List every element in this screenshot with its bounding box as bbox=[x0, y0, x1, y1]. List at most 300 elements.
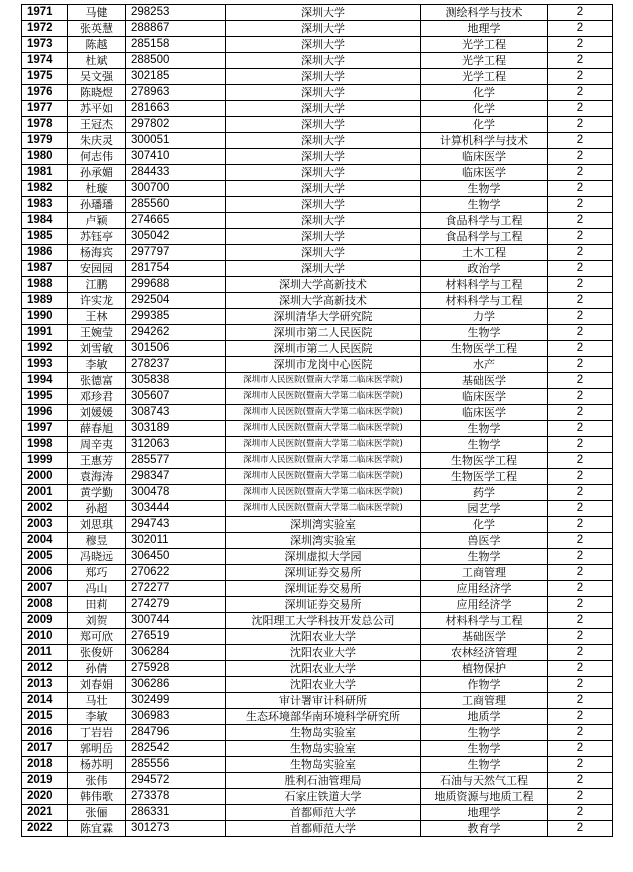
count-cell: 2 bbox=[548, 629, 613, 645]
id-number-cell: 301273 bbox=[126, 821, 226, 837]
person-name-cell: 刘贺 bbox=[68, 613, 126, 629]
organization-cell: 深圳大学 bbox=[226, 213, 421, 229]
id-number-cell: 306286 bbox=[126, 677, 226, 693]
row-index-cell: 1994 bbox=[22, 373, 68, 389]
id-number-cell: 288867 bbox=[126, 21, 226, 37]
organization-cell: 深圳大学 bbox=[226, 69, 421, 85]
major-cell: 植物保护 bbox=[421, 661, 548, 677]
count-cell: 2 bbox=[548, 773, 613, 789]
count-cell: 2 bbox=[548, 229, 613, 245]
table-row bbox=[22, 629, 613, 645]
person-name-cell: 江鹏 bbox=[68, 277, 126, 293]
major-cell: 测绘科学与技术 bbox=[421, 5, 548, 21]
organization-cell: 深圳大学 bbox=[226, 245, 421, 261]
major-cell: 化学 bbox=[421, 117, 548, 133]
major-cell: 化学 bbox=[421, 101, 548, 117]
organization-cell: 深圳大学 bbox=[226, 37, 421, 53]
person-name-cell: 王冠杰 bbox=[68, 117, 126, 133]
organization-cell: 深圳大学高新技术 bbox=[226, 293, 421, 309]
id-number-cell: 303444 bbox=[126, 501, 226, 517]
table-row bbox=[22, 581, 613, 597]
row-index-cell: 1986 bbox=[22, 245, 68, 261]
major-cell: 生物医学工程 bbox=[421, 453, 548, 469]
table-row bbox=[22, 437, 613, 453]
person-name-cell: 马壮 bbox=[68, 693, 126, 709]
table-row bbox=[22, 325, 613, 341]
table-row bbox=[22, 597, 613, 613]
id-number-cell: 281754 bbox=[126, 261, 226, 277]
organization-cell: 深圳大学 bbox=[226, 149, 421, 165]
organization-cell: 深圳清华大学研究院 bbox=[226, 309, 421, 325]
organization-cell: 深圳市人民医院(暨南大学第二临床医学院) bbox=[226, 501, 421, 517]
person-name-cell: 杜斌 bbox=[68, 53, 126, 69]
row-index-cell: 2008 bbox=[22, 597, 68, 613]
major-cell: 生物学 bbox=[421, 549, 548, 565]
id-number-cell: 302185 bbox=[126, 69, 226, 85]
person-name-cell: 孙承媚 bbox=[68, 165, 126, 181]
row-index-cell: 1988 bbox=[22, 277, 68, 293]
count-cell: 2 bbox=[548, 293, 613, 309]
table-row bbox=[22, 37, 613, 53]
organization-cell: 深圳大学 bbox=[226, 85, 421, 101]
major-cell: 化学 bbox=[421, 85, 548, 101]
count-cell: 2 bbox=[548, 501, 613, 517]
id-number-cell: 285158 bbox=[126, 37, 226, 53]
count-cell: 2 bbox=[548, 693, 613, 709]
count-cell: 2 bbox=[548, 133, 613, 149]
organization-cell: 深圳市人民医院(暨南大学第二临床医学院) bbox=[226, 453, 421, 469]
count-cell: 2 bbox=[548, 357, 613, 373]
organization-cell: 深圳大学 bbox=[226, 53, 421, 69]
row-index-cell: 2010 bbox=[22, 629, 68, 645]
major-cell: 食品科学与工程 bbox=[421, 229, 548, 245]
id-number-cell: 294743 bbox=[126, 517, 226, 533]
row-index-cell: 1984 bbox=[22, 213, 68, 229]
table-row bbox=[22, 661, 613, 677]
row-index-cell: 2018 bbox=[22, 757, 68, 773]
major-cell: 光学工程 bbox=[421, 69, 548, 85]
row-index-cell: 2021 bbox=[22, 805, 68, 821]
count-cell: 2 bbox=[548, 197, 613, 213]
major-cell: 地质资源与地质工程 bbox=[421, 789, 548, 805]
person-name-cell: 刘雪敏 bbox=[68, 341, 126, 357]
major-cell: 临床医学 bbox=[421, 165, 548, 181]
person-name-cell: 王惠芳 bbox=[68, 453, 126, 469]
major-cell: 光学工程 bbox=[421, 53, 548, 69]
count-cell: 2 bbox=[548, 485, 613, 501]
major-cell: 临床医学 bbox=[421, 405, 548, 421]
id-number-cell: 297802 bbox=[126, 117, 226, 133]
count-cell: 2 bbox=[548, 85, 613, 101]
row-index-cell: 1982 bbox=[22, 181, 68, 197]
major-cell: 石油与天然气工程 bbox=[421, 773, 548, 789]
organization-cell: 深圳市人民医院(暨南大学第二临床医学院) bbox=[226, 405, 421, 421]
row-index-cell: 1991 bbox=[22, 325, 68, 341]
table-row bbox=[22, 197, 613, 213]
major-cell: 生物学 bbox=[421, 741, 548, 757]
table-row bbox=[22, 421, 613, 437]
organization-cell: 生态环境部华南环境科学研究所 bbox=[226, 709, 421, 725]
row-index-cell: 1987 bbox=[22, 261, 68, 277]
row-index-cell: 1976 bbox=[22, 85, 68, 101]
person-name-cell: 李敏 bbox=[68, 709, 126, 725]
row-index-cell: 2000 bbox=[22, 469, 68, 485]
organization-cell: 沈阳农业大学 bbox=[226, 661, 421, 677]
person-name-cell: 薛春旭 bbox=[68, 421, 126, 437]
id-number-cell: 308743 bbox=[126, 405, 226, 421]
major-cell: 生物学 bbox=[421, 757, 548, 773]
organization-cell: 深圳大学 bbox=[226, 229, 421, 245]
id-number-cell: 299385 bbox=[126, 309, 226, 325]
row-index-cell: 2004 bbox=[22, 533, 68, 549]
id-number-cell: 270622 bbox=[126, 565, 226, 581]
organization-cell: 深圳大学 bbox=[226, 165, 421, 181]
major-cell: 农林经济管理 bbox=[421, 645, 548, 661]
major-cell: 园艺学 bbox=[421, 501, 548, 517]
id-number-cell: 307410 bbox=[126, 149, 226, 165]
organization-cell: 深圳市龙岗中心医院 bbox=[226, 357, 421, 373]
id-number-cell: 285556 bbox=[126, 757, 226, 773]
count-cell: 2 bbox=[548, 165, 613, 181]
person-name-cell: 朱庆灵 bbox=[68, 133, 126, 149]
count-cell: 2 bbox=[548, 277, 613, 293]
row-index-cell: 2002 bbox=[22, 501, 68, 517]
major-cell: 材料科学与工程 bbox=[421, 613, 548, 629]
id-number-cell: 284796 bbox=[126, 725, 226, 741]
document-page bbox=[21, 4, 613, 837]
table-row bbox=[22, 277, 613, 293]
major-cell: 地理学 bbox=[421, 805, 548, 821]
count-cell: 2 bbox=[548, 533, 613, 549]
person-name-cell: 张俊妍 bbox=[68, 645, 126, 661]
table-row bbox=[22, 261, 613, 277]
id-number-cell: 300744 bbox=[126, 613, 226, 629]
count-cell: 2 bbox=[548, 389, 613, 405]
organization-cell: 首都师范大学 bbox=[226, 821, 421, 837]
id-number-cell: 285577 bbox=[126, 453, 226, 469]
table-row bbox=[22, 677, 613, 693]
person-name-cell: 安园园 bbox=[68, 261, 126, 277]
id-number-cell: 282542 bbox=[126, 741, 226, 757]
major-cell: 生物医学工程 bbox=[421, 341, 548, 357]
major-cell: 土木工程 bbox=[421, 245, 548, 261]
organization-cell: 深圳市第二人民医院 bbox=[226, 325, 421, 341]
count-cell: 2 bbox=[548, 149, 613, 165]
row-index-cell: 1983 bbox=[22, 197, 68, 213]
count-cell: 2 bbox=[548, 21, 613, 37]
person-name-cell: 孙璠璠 bbox=[68, 197, 126, 213]
organization-cell: 首都师范大学 bbox=[226, 805, 421, 821]
id-number-cell: 298253 bbox=[126, 5, 226, 21]
table-row bbox=[22, 117, 613, 133]
table-row bbox=[22, 533, 613, 549]
count-cell: 2 bbox=[548, 453, 613, 469]
person-name-cell: 郑可欣 bbox=[68, 629, 126, 645]
row-index-cell: 1995 bbox=[22, 389, 68, 405]
id-number-cell: 302499 bbox=[126, 693, 226, 709]
person-name-cell: 穆昱 bbox=[68, 533, 126, 549]
count-cell: 2 bbox=[548, 261, 613, 277]
table-row bbox=[22, 5, 613, 21]
count-cell: 2 bbox=[548, 613, 613, 629]
organization-cell: 深圳证券交易所 bbox=[226, 597, 421, 613]
row-index-cell: 2020 bbox=[22, 789, 68, 805]
person-name-cell: 周辛夷 bbox=[68, 437, 126, 453]
table-row bbox=[22, 485, 613, 501]
person-name-cell: 郑巧 bbox=[68, 565, 126, 581]
id-number-cell: 306284 bbox=[126, 645, 226, 661]
id-number-cell: 305838 bbox=[126, 373, 226, 389]
id-number-cell: 288500 bbox=[126, 53, 226, 69]
organization-cell: 生物岛实验室 bbox=[226, 725, 421, 741]
organization-cell: 深圳证券交易所 bbox=[226, 565, 421, 581]
major-cell: 兽医学 bbox=[421, 533, 548, 549]
row-index-cell: 1980 bbox=[22, 149, 68, 165]
person-name-cell: 吴文强 bbox=[68, 69, 126, 85]
row-index-cell: 2016 bbox=[22, 725, 68, 741]
id-number-cell: 301506 bbox=[126, 341, 226, 357]
id-number-cell: 300051 bbox=[126, 133, 226, 149]
organization-cell: 深圳大学 bbox=[226, 181, 421, 197]
major-cell: 生物学 bbox=[421, 325, 548, 341]
organization-cell: 石家庄铁道大学 bbox=[226, 789, 421, 805]
row-index-cell: 1972 bbox=[22, 21, 68, 37]
row-index-cell: 2014 bbox=[22, 693, 68, 709]
count-cell: 2 bbox=[548, 309, 613, 325]
person-name-cell: 杨海宾 bbox=[68, 245, 126, 261]
id-number-cell: 284433 bbox=[126, 165, 226, 181]
count-cell: 2 bbox=[548, 117, 613, 133]
count-cell: 2 bbox=[548, 5, 613, 21]
count-cell: 2 bbox=[548, 757, 613, 773]
row-index-cell: 2005 bbox=[22, 549, 68, 565]
count-cell: 2 bbox=[548, 341, 613, 357]
table-row bbox=[22, 805, 613, 821]
table-row bbox=[22, 165, 613, 181]
person-name-cell: 冯山 bbox=[68, 581, 126, 597]
row-index-cell: 1998 bbox=[22, 437, 68, 453]
row-index-cell: 2011 bbox=[22, 645, 68, 661]
table-row bbox=[22, 53, 613, 69]
major-cell: 临床医学 bbox=[421, 149, 548, 165]
table-row bbox=[22, 741, 613, 757]
count-cell: 2 bbox=[548, 437, 613, 453]
table-row bbox=[22, 549, 613, 565]
table-row bbox=[22, 149, 613, 165]
organization-cell: 深圳大学 bbox=[226, 101, 421, 117]
count-cell: 2 bbox=[548, 245, 613, 261]
table-row bbox=[22, 789, 613, 805]
count-cell: 2 bbox=[548, 181, 613, 197]
count-cell: 2 bbox=[548, 789, 613, 805]
count-cell: 2 bbox=[548, 677, 613, 693]
major-cell: 生物学 bbox=[421, 197, 548, 213]
id-number-cell: 273378 bbox=[126, 789, 226, 805]
person-name-cell: 卢颖 bbox=[68, 213, 126, 229]
organization-cell: 沈阳理工大学科技开发总公司 bbox=[226, 613, 421, 629]
count-cell: 2 bbox=[548, 805, 613, 821]
count-cell: 2 bbox=[548, 645, 613, 661]
id-number-cell: 276519 bbox=[126, 629, 226, 645]
id-number-cell: 272277 bbox=[126, 581, 226, 597]
person-name-cell: 刘媛媛 bbox=[68, 405, 126, 421]
person-name-cell: 张英慧 bbox=[68, 21, 126, 37]
row-index-cell: 1975 bbox=[22, 69, 68, 85]
table-row bbox=[22, 229, 613, 245]
major-cell: 应用经济学 bbox=[421, 581, 548, 597]
row-index-cell: 2007 bbox=[22, 581, 68, 597]
table-row bbox=[22, 341, 613, 357]
id-number-cell: 306983 bbox=[126, 709, 226, 725]
person-name-cell: 黄学勤 bbox=[68, 485, 126, 501]
row-index-cell: 1981 bbox=[22, 165, 68, 181]
table-row bbox=[22, 181, 613, 197]
organization-cell: 深圳湾实验室 bbox=[226, 517, 421, 533]
table-body bbox=[22, 5, 613, 837]
table-row bbox=[22, 309, 613, 325]
organization-cell: 沈阳农业大学 bbox=[226, 629, 421, 645]
id-number-cell: 294572 bbox=[126, 773, 226, 789]
major-cell: 生物学 bbox=[421, 421, 548, 437]
id-number-cell: 281663 bbox=[126, 101, 226, 117]
person-name-cell: 田莉 bbox=[68, 597, 126, 613]
id-number-cell: 285560 bbox=[126, 197, 226, 213]
table-row bbox=[22, 773, 613, 789]
organization-cell: 深圳证券交易所 bbox=[226, 581, 421, 597]
major-cell: 计算机科学与技术 bbox=[421, 133, 548, 149]
table-row bbox=[22, 501, 613, 517]
row-index-cell: 1978 bbox=[22, 117, 68, 133]
count-cell: 2 bbox=[548, 821, 613, 837]
person-name-cell: 王林 bbox=[68, 309, 126, 325]
table-row bbox=[22, 213, 613, 229]
row-index-cell: 1996 bbox=[22, 405, 68, 421]
person-name-cell: 杨苏明 bbox=[68, 757, 126, 773]
major-cell: 光学工程 bbox=[421, 37, 548, 53]
major-cell: 地理学 bbox=[421, 21, 548, 37]
person-name-cell: 袁海涛 bbox=[68, 469, 126, 485]
count-cell: 2 bbox=[548, 405, 613, 421]
table-row bbox=[22, 373, 613, 389]
table-row bbox=[22, 709, 613, 725]
count-cell: 2 bbox=[548, 549, 613, 565]
person-name-cell: 何志伟 bbox=[68, 149, 126, 165]
major-cell: 食品科学与工程 bbox=[421, 213, 548, 229]
id-number-cell: 294262 bbox=[126, 325, 226, 341]
major-cell: 药学 bbox=[421, 485, 548, 501]
major-cell: 化学 bbox=[421, 517, 548, 533]
major-cell: 工商管理 bbox=[421, 693, 548, 709]
person-name-cell: 郭明岳 bbox=[68, 741, 126, 757]
table-row bbox=[22, 21, 613, 37]
major-cell: 水产 bbox=[421, 357, 548, 373]
count-cell: 2 bbox=[548, 37, 613, 53]
count-cell: 2 bbox=[548, 469, 613, 485]
person-name-cell: 刘思琪 bbox=[68, 517, 126, 533]
row-index-cell: 2003 bbox=[22, 517, 68, 533]
major-cell: 生物学 bbox=[421, 725, 548, 741]
person-name-cell: 陈宜霖 bbox=[68, 821, 126, 837]
person-name-cell: 冯晓远 bbox=[68, 549, 126, 565]
organization-cell: 深圳市第二人民医院 bbox=[226, 341, 421, 357]
organization-cell: 深圳大学 bbox=[226, 117, 421, 133]
row-index-cell: 1989 bbox=[22, 293, 68, 309]
id-number-cell: 297797 bbox=[126, 245, 226, 261]
major-cell: 工商管理 bbox=[421, 565, 548, 581]
table-row bbox=[22, 645, 613, 661]
count-cell: 2 bbox=[548, 213, 613, 229]
table-row bbox=[22, 565, 613, 581]
organization-cell: 深圳虚拟大学园 bbox=[226, 549, 421, 565]
person-name-cell: 丁岩岩 bbox=[68, 725, 126, 741]
person-name-cell: 孙倩 bbox=[68, 661, 126, 677]
person-name-cell: 许实龙 bbox=[68, 293, 126, 309]
id-number-cell: 275928 bbox=[126, 661, 226, 677]
row-index-cell: 2006 bbox=[22, 565, 68, 581]
organization-cell: 沈阳农业大学 bbox=[226, 677, 421, 693]
table-row bbox=[22, 389, 613, 405]
count-cell: 2 bbox=[548, 373, 613, 389]
person-name-cell: 马健 bbox=[68, 5, 126, 21]
organization-cell: 深圳大学高新技术 bbox=[226, 277, 421, 293]
row-index-cell: 1974 bbox=[22, 53, 68, 69]
person-name-cell: 王婉莹 bbox=[68, 325, 126, 341]
table-row bbox=[22, 453, 613, 469]
row-index-cell: 1992 bbox=[22, 341, 68, 357]
table-row bbox=[22, 693, 613, 709]
major-cell: 应用经济学 bbox=[421, 597, 548, 613]
row-index-cell: 2001 bbox=[22, 485, 68, 501]
organization-cell: 深圳大学 bbox=[226, 197, 421, 213]
organization-cell: 生物岛实验室 bbox=[226, 757, 421, 773]
id-number-cell: 305042 bbox=[126, 229, 226, 245]
row-index-cell: 1997 bbox=[22, 421, 68, 437]
major-cell: 地质学 bbox=[421, 709, 548, 725]
person-name-cell: 张伟 bbox=[68, 773, 126, 789]
organization-cell: 深圳市人民医院(暨南大学第二临床医学院) bbox=[226, 421, 421, 437]
id-number-cell: 292504 bbox=[126, 293, 226, 309]
major-cell: 生物医学工程 bbox=[421, 469, 548, 485]
count-cell: 2 bbox=[548, 725, 613, 741]
organization-cell: 深圳大学 bbox=[226, 261, 421, 277]
person-name-cell: 韩伟歌 bbox=[68, 789, 126, 805]
major-cell: 材料科学与工程 bbox=[421, 277, 548, 293]
count-cell: 2 bbox=[548, 565, 613, 581]
organization-cell: 深圳湾实验室 bbox=[226, 533, 421, 549]
table-row bbox=[22, 757, 613, 773]
row-index-cell: 2019 bbox=[22, 773, 68, 789]
organization-cell: 沈阳农业大学 bbox=[226, 645, 421, 661]
person-name-cell: 杜璇 bbox=[68, 181, 126, 197]
table-row bbox=[22, 293, 613, 309]
organization-cell: 胜利石油管理局 bbox=[226, 773, 421, 789]
major-cell: 作物学 bbox=[421, 677, 548, 693]
count-cell: 2 bbox=[548, 53, 613, 69]
row-index-cell: 1990 bbox=[22, 309, 68, 325]
organization-cell: 深圳大学 bbox=[226, 5, 421, 21]
person-name-cell: 张俪 bbox=[68, 805, 126, 821]
person-name-cell: 陈越 bbox=[68, 37, 126, 53]
count-cell: 2 bbox=[548, 69, 613, 85]
row-index-cell: 1979 bbox=[22, 133, 68, 149]
row-index-cell: 1985 bbox=[22, 229, 68, 245]
row-index-cell: 1973 bbox=[22, 37, 68, 53]
count-cell: 2 bbox=[548, 741, 613, 757]
table-row bbox=[22, 821, 613, 837]
count-cell: 2 bbox=[548, 661, 613, 677]
row-index-cell: 1999 bbox=[22, 453, 68, 469]
row-index-cell: 2012 bbox=[22, 661, 68, 677]
